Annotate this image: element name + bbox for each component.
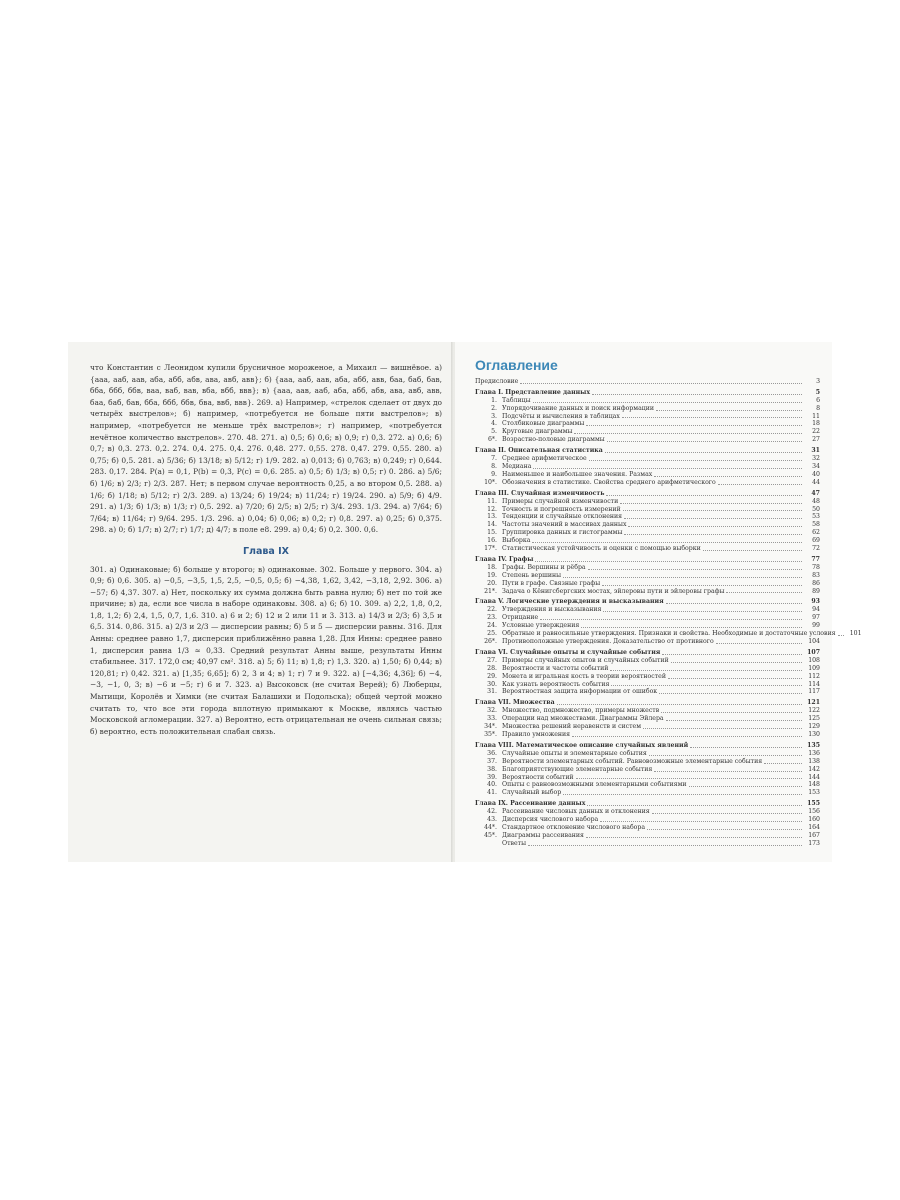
toc-num: 24. xyxy=(487,622,497,630)
toc-item xyxy=(475,766,820,774)
toc-item-page: 153 xyxy=(808,789,820,797)
leader-dots xyxy=(574,433,802,434)
leader-dots xyxy=(628,526,802,527)
toc-num: 2. xyxy=(491,404,497,412)
toc-item-page: 18 xyxy=(812,420,820,428)
toc-item-label: Статистическая устойчивость и оценки с помощью выборки xyxy=(502,545,701,553)
toc-item-label: Противоположные утверждения. Доказательство от противного xyxy=(502,638,714,645)
toc-num: 12. xyxy=(487,505,497,513)
toc-item-page: 156 xyxy=(808,808,820,816)
toc-num: 43. xyxy=(487,816,497,824)
leader-dots xyxy=(563,794,802,795)
toc-item xyxy=(475,638,820,646)
toc-item-page: 11 xyxy=(812,412,820,420)
toc-item xyxy=(475,436,820,444)
leader-dots xyxy=(647,829,802,830)
toc-chapter-page: 31 xyxy=(811,447,820,455)
toc-item xyxy=(475,832,820,840)
leader-dots xyxy=(610,670,802,671)
toc-num: 38. xyxy=(487,765,497,773)
leader-dots xyxy=(623,510,802,511)
toc-num: 17*. xyxy=(484,545,497,553)
leader-dots xyxy=(563,577,802,578)
leader-dots xyxy=(716,643,802,644)
toc-item-page: 117 xyxy=(808,688,820,696)
toc-item-page: 108 xyxy=(808,656,820,664)
toc-item-page: 164 xyxy=(808,823,820,831)
leader-dots xyxy=(838,635,844,636)
toc-item-label: Случайный выбор xyxy=(502,789,562,797)
toc-item-page: 112 xyxy=(808,672,820,680)
toc-item-page: 138 xyxy=(808,757,820,765)
toc-chapter-page: 155 xyxy=(807,800,820,808)
toc-item-label: Выборка xyxy=(502,537,531,545)
toc-num: 13. xyxy=(487,513,497,521)
toc-item xyxy=(475,750,820,758)
toc-item-page: 50 xyxy=(812,505,820,513)
toc-num: 20. xyxy=(487,579,497,587)
toc-num: 3. xyxy=(491,412,497,420)
toc-chapter-title: Глава I. Представление данных xyxy=(475,388,591,396)
toc-num: 15. xyxy=(487,529,497,537)
toc-item-page: 72 xyxy=(812,545,820,553)
toc-item-page: 62 xyxy=(812,529,820,537)
leader-dots xyxy=(572,736,802,737)
toc-item xyxy=(475,564,820,572)
toc-item xyxy=(475,781,820,789)
book-spread xyxy=(68,342,862,862)
leader-dots xyxy=(520,383,802,384)
toc-num: 1. xyxy=(491,396,497,404)
toc-num: 33. xyxy=(487,715,497,723)
toc-item xyxy=(475,808,820,816)
toc-item-label: Таблицы xyxy=(502,396,531,404)
toc-item-label: Вероятностная защита информации от ошибок xyxy=(502,688,658,696)
toc-chapter xyxy=(475,490,820,498)
leader-dots xyxy=(668,678,802,679)
toc-item xyxy=(475,673,820,681)
toc-item-label: Медиана xyxy=(502,462,532,470)
toc-item-label: Подсчёты и вычисления в таблицах xyxy=(502,412,620,420)
toc-item-label: Примеры случайной изменчивости xyxy=(502,497,619,505)
toc-item-page: 109 xyxy=(808,664,820,672)
toc-page xyxy=(455,342,862,862)
toc-item xyxy=(475,723,820,731)
leader-dots xyxy=(611,685,802,686)
table-of-contents xyxy=(475,357,862,848)
toc-num: 11. xyxy=(487,497,497,505)
toc-item-page: 99 xyxy=(812,622,820,630)
toc-item-label: Частоты значений в массивах данных xyxy=(502,521,627,529)
toc-num: 7. xyxy=(491,455,497,463)
leader-dots xyxy=(654,771,802,772)
toc-item-label: Степень вершины xyxy=(502,571,562,579)
toc-item-label: Круговые диаграммы xyxy=(502,428,573,436)
toc-title: Оглавление xyxy=(475,357,558,373)
toc-num: 14. xyxy=(487,521,497,529)
toc-item-label: Графы. Вершины и рёбра xyxy=(502,563,586,571)
toc-preface-label: Предисловие xyxy=(475,377,519,385)
answers-text xyxy=(90,362,442,737)
toc-num: 35*. xyxy=(484,730,497,738)
toc-chapter xyxy=(475,598,820,606)
leader-dots xyxy=(718,484,802,485)
toc-item-page: 101 xyxy=(849,630,862,638)
leader-dots xyxy=(586,837,802,838)
toc-chapter xyxy=(475,556,820,564)
toc-item-page: 53 xyxy=(812,513,820,521)
toc-item xyxy=(475,588,820,596)
toc-item xyxy=(475,824,820,832)
leader-dots xyxy=(557,704,802,705)
toc-num: 8. xyxy=(491,462,497,470)
toc-item xyxy=(475,513,820,521)
toc-answers xyxy=(475,840,820,848)
leader-dots xyxy=(587,805,802,806)
leader-dots xyxy=(659,693,802,694)
leader-dots xyxy=(528,845,802,846)
toc-list xyxy=(475,388,862,840)
toc-num: 23. xyxy=(487,614,497,622)
toc-chapter-title: Глава VII. Множества xyxy=(475,699,555,707)
leader-dots xyxy=(592,394,802,395)
toc-num: 25. xyxy=(487,630,497,638)
toc-item xyxy=(475,455,820,463)
toc-item-page: 136 xyxy=(808,749,820,757)
toc-item xyxy=(475,413,820,421)
leader-dots xyxy=(606,495,802,496)
toc-item xyxy=(475,657,820,665)
toc-item-page: 148 xyxy=(808,781,820,789)
leader-dots xyxy=(622,417,802,418)
toc-item-label: Тенденции и случайные отклонения xyxy=(502,513,623,521)
toc-num: 40. xyxy=(487,781,497,789)
toc-item-label: Группировка данных и гистограммы xyxy=(502,529,623,537)
leader-dots xyxy=(652,813,802,814)
leader-dots xyxy=(533,468,802,469)
leader-dots xyxy=(764,763,802,764)
toc-chapter-title: Глава III. Случайная изменчивость xyxy=(475,489,605,497)
toc-item-label: Отрицание xyxy=(502,614,539,622)
toc-num: 27. xyxy=(487,656,497,664)
leader-dots xyxy=(654,476,802,477)
leader-dots xyxy=(662,654,802,655)
toc-item-label: Опыты с равновозможными элементарными событиями xyxy=(502,781,687,789)
toc-item-page: 144 xyxy=(808,773,820,781)
toc-chapter-title: Глава VI. Случайные опыты и случайные события xyxy=(475,648,661,656)
toc-item-page: 94 xyxy=(812,606,820,614)
toc-item xyxy=(475,789,820,797)
toc-item-page: 160 xyxy=(808,816,820,824)
toc-chapter xyxy=(475,389,820,397)
toc-item-page: 122 xyxy=(808,707,820,715)
toc-item xyxy=(475,405,820,413)
toc-item xyxy=(475,688,820,696)
toc-chapter xyxy=(475,699,820,707)
leader-dots xyxy=(703,550,802,551)
toc-num: 6*. xyxy=(488,436,497,444)
toc-item-label: Обратные и равносильные утверждения. Признаки и свойства. Необходимые и достаточные условия xyxy=(502,630,836,638)
toc-item xyxy=(475,506,820,514)
toc-item xyxy=(475,614,820,622)
toc-item-label: Вероятности и частоты событий xyxy=(502,664,609,672)
toc-chapter xyxy=(475,447,820,455)
toc-item-page: 104 xyxy=(808,638,820,645)
leader-dots xyxy=(689,786,802,787)
toc-item-page: 44 xyxy=(812,478,820,486)
toc-item-page: 32 xyxy=(812,455,820,463)
toc-num: 39. xyxy=(487,773,497,781)
toc-item xyxy=(475,463,820,471)
toc-item-page: 89 xyxy=(812,587,820,595)
toc-chapter xyxy=(475,742,820,750)
toc-item-page: 114 xyxy=(808,680,820,688)
leader-dots xyxy=(589,460,802,461)
toc-num: 10*. xyxy=(484,478,497,486)
toc-item-label: Точность и погрешность измерений xyxy=(502,505,621,513)
toc-item-label: Множество, подмножество, примеры множеств xyxy=(502,707,660,715)
toc-item xyxy=(475,665,820,673)
toc-item xyxy=(475,572,820,580)
toc-chapter-title: Глава II. Описательная статистика xyxy=(475,447,603,455)
toc-item xyxy=(475,715,820,723)
answers-block-2: 301. а) Одинаковые; б) больше у второго; в) одинаковые. 302. Больше у первого. 304. а) 0,9; б) 0,6. 305. а) −0,5, −3,5, 1,5, 2,5, −0,5, 0,5; б) −4,38, 1,62, 3,42, −3,18, 2,92. 306. а) −57; б) 4,37. 307. а) Нет, поскольку их сумма должна быть равна нулю; б) нет по той же причине; в) да, если все числа в наборе одинаковы. 308. а) 6; б) 10. 309. а) 2,2, 1,8, 0,2, 1,8, 1,2; б) 2,4, 1,5, 0,7, 1,6. 310. а) 6 и 2; б) 12 и 2 или 11 и 3. 313. а) 14/3 и 2/3; б) 3,5 и 6,5. 314. 0,86. 315. а) 2/3 и 2/3 — дисперсии равны; б) 5 и 5 — дисперсии равны. 316. Для Анны: среднее равно 1,7, дисперсия приближённо равна 1,28. Для Инны: среднее равно 1, дисперсия равна 1/3 ≈ 0,33. Средний результат Анны выше, результаты Инны стабильнее. 317. 172,0 см; 40,97 см². 318. а) 5; б) 11; в) 1,8; г) 1,3. 320. а) 1,50; б) 0,44; в) 120,81; г) 0,42. 321. а) [1,35; 6,65]; б) 2, 3 и 4; в) 1; г) 7 и 9. 322. а) [−4,36; 4,36]; б) −4, −3, −1, 0, 3; в) −6 и −5; г) 6 и 7. 323. а) Высоковск (не считая Верей); б) Люберцы, Мытищи, Королёв и Химки (не считая Балашихи и Подольска); общей чертой можно считать то, что все эти города вплотную примыкают к Москве, являясь частью Московской агломерации. 327. а) Вероятно, есть отрицательная не очень сильная связь; б) вероятно, есть положительная слабая связь. xyxy=(90,564,442,736)
toc-item-label: Столбиковые диаграммы xyxy=(502,420,585,428)
leader-dots xyxy=(586,425,802,426)
toc-chapter-page: 93 xyxy=(811,598,820,606)
toc-answers-page: 173 xyxy=(808,839,820,847)
leader-dots xyxy=(535,561,802,562)
toc-num: 32. xyxy=(487,707,497,715)
toc-chapter-title: Глава IV. Графы xyxy=(475,555,534,563)
toc-item-label: Обозначения в статистике. Свойства среднего арифметического xyxy=(502,478,716,486)
toc-item xyxy=(475,774,820,782)
toc-chapter-page: 121 xyxy=(807,699,820,707)
leader-dots xyxy=(605,452,802,453)
toc-item-label: Как узнать вероятность события xyxy=(502,680,610,688)
toc-item-page: 48 xyxy=(812,497,820,505)
toc-item-label: Вероятности элементарных событий. Равновозможные элементарные события xyxy=(502,757,763,765)
toc-num: 21*. xyxy=(484,587,497,595)
toc-item-label: Монета и игральная кость в теории вероятностей xyxy=(502,672,666,680)
toc-num: 4. xyxy=(491,420,497,428)
leader-dots xyxy=(726,592,802,593)
toc-chapter-page: 135 xyxy=(807,741,820,749)
toc-item-label: Возрастно-половые диаграммы xyxy=(502,436,605,444)
chapter-heading: Глава IX xyxy=(242,545,289,557)
leader-dots xyxy=(690,747,802,748)
answers-block-1: что Константин с Леонидом купили брусничное мороженое, а Михаил — вишнёвое. а) {ааа, ааб, аав, аба, абб, абв, ава, авб, авв}; б) {ааа, ааб, аав, аба, абб, авв, баа, баб, бав, бба, ббб, ббв, ваа, ваб, вав, вба, вбб, ввв}; в) {ааа, аав, ааб, аба, абб, абв, ава, авб, авв, баа, баб, бав, бба, ббб, ббв, бва, ввб, ввв}. 269. а) Например, «стрелок сделает от двух до четырёх выстрелов»; б) например, «потребуется не больше пяти выстрелов»; в) например, «потребуется не меньше трёх выстрелов»; г) например, «потребуется нечётное количество выстрелов». 270. 48. 271. а) 0,5; б) 0,6; в) 0,9; г) 0,3. 272. а) 0,6; б) 0,7; в) 0,3. 273. 0,2. 274. 0,4. 275. 0,4. 276. 0,48. 277. 0,55. 278. 0,47. 279. 0,55. 280. а) 0,75; б) 0,5. 281. а) 5/36; б) 13/18; в) 5/12; г) 1/9. 282. а) 0,013; б) 0,763; в) 0,249; г) 0,644. 283. 0,17. 284. P(a) = 0,1, P(b) = 0,3, P(c) = 0,6. 285. а) 0,5; б) 1/3; в) 0,5; г) 0. 286. а) 5/6; б) 1/6; в) 2/3; г) 2/3. 287. Нет; в первом случае вероятность 0,25, а во втором 0,5. 288. а) 1/6; б) 1/18; в) 5/12; г) 2/3. 289. а) 13/24; б) 19/24; в) 11/24; г) 19/24. 290. а) 5/9; б) 4/9. 291. а) 1/3; б) 1/3; в) 1/3; г) 0,5. 292. а) 7/20; б) 2/5; в) 2/5; г) 3/4. 293. 1/3. 294. а) 7/64; б) 7/64; в) 11/64; г) 9/64. 295. 1/3. 296. а) 0,04; б) 0,06; в) 0,2; г) 0,8. 297. а) 0,25; б) 0,375. 298. а) 0; б) 1/7; в) 2/7; г) 1/7; д) 4/7; в поле e8. 299. а) 0,4; б) 0,2. 300. 0,6. xyxy=(90,363,442,535)
toc-item-page: 130 xyxy=(808,730,820,738)
toc-num: 18. xyxy=(487,563,497,571)
toc-num: 41. xyxy=(487,789,497,797)
leader-dots xyxy=(532,542,802,543)
toc-num: 36. xyxy=(487,749,497,757)
toc-item-page: 6 xyxy=(816,396,820,404)
leader-dots xyxy=(602,585,802,586)
toc-chapter-page: 107 xyxy=(807,648,820,656)
toc-chapter-page: 47 xyxy=(811,489,820,497)
toc-item xyxy=(475,758,820,766)
toc-preface-page: 3 xyxy=(816,377,820,385)
toc-item-page: 142 xyxy=(808,765,820,773)
toc-item xyxy=(475,622,820,630)
toc-item-page: 86 xyxy=(812,579,820,587)
toc-preface xyxy=(475,378,820,386)
toc-chapter xyxy=(475,649,820,657)
toc-item-label: Диаграммы рассеивания xyxy=(502,831,584,839)
toc-chapter xyxy=(475,800,820,808)
toc-item xyxy=(475,681,820,689)
toc-item xyxy=(475,630,862,638)
toc-num: 30. xyxy=(487,680,497,688)
toc-item-page: 8 xyxy=(816,404,820,412)
toc-item-label: Задача о Кёнигсбергских мостах, эйлеровы пути и эйлеровы графы xyxy=(502,587,725,595)
toc-chapter-page: 5 xyxy=(815,388,820,396)
toc-item-label: Стандартное отклонение числового набора xyxy=(502,823,646,831)
toc-num: 5. xyxy=(491,428,497,436)
toc-item xyxy=(475,397,820,405)
toc-num: 37. xyxy=(487,757,497,765)
leader-dots xyxy=(661,712,802,713)
toc-num: 28. xyxy=(487,664,497,672)
toc-num: 45*. xyxy=(484,831,497,839)
toc-item xyxy=(475,420,820,428)
leader-dots xyxy=(576,778,802,779)
toc-item-label: Наименьшее и наибольшее значения. Размах xyxy=(502,470,653,478)
leader-dots xyxy=(600,821,802,822)
toc-item xyxy=(475,545,820,553)
toc-item xyxy=(475,580,820,588)
toc-item-page: 34 xyxy=(812,462,820,470)
toc-item-page: 167 xyxy=(808,831,820,839)
toc-chapter-title: Глава V. Логические утверждения и высказывания xyxy=(475,598,664,606)
leader-dots xyxy=(666,603,802,604)
toc-item-page: 125 xyxy=(808,715,820,723)
toc-num: 16. xyxy=(487,537,497,545)
toc-item xyxy=(475,471,820,479)
toc-item-label: Среднее арифметическое xyxy=(502,455,587,463)
toc-item xyxy=(475,606,820,614)
leader-dots xyxy=(671,662,802,663)
toc-item xyxy=(475,537,820,545)
toc-item-label: Случайные опыты и элементарные события xyxy=(502,749,647,757)
answers-page xyxy=(68,342,453,862)
toc-item xyxy=(475,529,820,537)
leader-dots xyxy=(620,503,802,504)
toc-item-page: 78 xyxy=(812,563,820,571)
toc-item xyxy=(475,498,820,506)
toc-item-page: 97 xyxy=(812,614,820,622)
toc-chapter-title: Глава IX. Рассеивание данных xyxy=(475,800,586,808)
toc-item-label: Условные утверждения xyxy=(502,622,580,630)
toc-item-label: Рассеивание числовых данных и отклонения xyxy=(502,808,650,816)
toc-item xyxy=(475,428,820,436)
toc-num: 22. xyxy=(487,606,497,614)
leader-dots xyxy=(540,619,802,620)
toc-item-page: 22 xyxy=(812,428,820,436)
toc-num: 34*. xyxy=(484,723,497,731)
toc-item-page: 27 xyxy=(812,436,820,444)
toc-item-page: 129 xyxy=(808,723,820,731)
toc-answers-label: Ответы xyxy=(502,839,526,847)
leader-dots xyxy=(656,410,802,411)
leader-dots xyxy=(666,720,802,721)
leader-dots xyxy=(624,534,802,535)
toc-item xyxy=(475,816,820,824)
toc-item xyxy=(475,521,820,529)
toc-num: 9. xyxy=(491,470,497,478)
toc-item-label: Благоприятствующие элементарные события xyxy=(502,765,653,773)
toc-num: 31. xyxy=(487,688,497,696)
toc-num: 44*. xyxy=(484,823,497,831)
toc-item-page: 40 xyxy=(812,470,820,478)
toc-num: 42. xyxy=(487,808,497,816)
toc-item-page: 69 xyxy=(812,537,820,545)
toc-num: 29. xyxy=(487,672,497,680)
toc-item-label: Правило умножения xyxy=(502,730,571,738)
leader-dots xyxy=(581,627,802,628)
toc-item-page: 58 xyxy=(812,521,820,529)
toc-chapter-page: 77 xyxy=(811,555,820,563)
toc-item xyxy=(475,479,820,487)
toc-item-label: Упорядочивание данных и поиск информации xyxy=(502,404,654,412)
toc-item xyxy=(475,731,820,739)
toc-item-label: Утверждения и высказывания xyxy=(502,606,602,614)
toc-num: 26*. xyxy=(484,638,497,645)
leader-dots xyxy=(603,611,802,612)
leader-dots xyxy=(643,728,802,729)
leader-dots xyxy=(533,402,803,403)
toc-item-label: Дисперсия числового набора xyxy=(502,816,599,824)
leader-dots xyxy=(607,441,802,442)
toc-item xyxy=(475,707,820,715)
toc-chapter-title: Глава VIII. Математическое описание случайных явлений xyxy=(475,741,689,749)
toc-item-label: Пути в графе. Связные графы xyxy=(502,579,601,587)
leader-dots xyxy=(649,755,802,756)
toc-num: 19. xyxy=(487,571,497,579)
toc-item-label: Операции над множествами. Диаграммы Эйлера xyxy=(502,715,664,723)
toc-item-page: 83 xyxy=(812,571,820,579)
toc-item-label: Вероятности событий xyxy=(502,773,574,781)
toc-item-label: Примеры случайных опытов и случайных событий xyxy=(502,656,669,664)
toc-item-label: Множества решений неравенств и систем xyxy=(502,723,642,731)
leader-dots xyxy=(588,569,802,570)
leader-dots xyxy=(624,518,802,519)
